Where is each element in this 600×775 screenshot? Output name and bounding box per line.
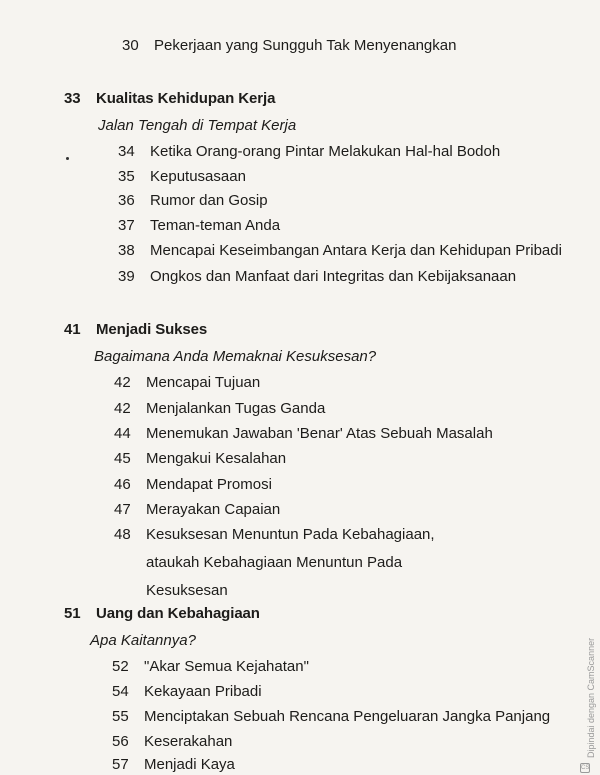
toc-entry [118, 217, 280, 234]
section-title: Kualitas Kehidupan Kerja [96, 90, 276, 107]
toc-entry [112, 658, 309, 675]
entry-title: Mengakui Kesalahan [146, 450, 287, 467]
scanner-watermark: Dipindai dengan CamScanner [586, 637, 596, 758]
entry-page-number: 35 [118, 168, 135, 185]
entry-page-number: 42 [114, 374, 131, 391]
entry-title: Teman-teman Anda [150, 217, 281, 234]
toc-entry [118, 168, 246, 185]
section-page-number: 41 [64, 321, 81, 338]
entry-title: Kesuksesan Menuntun Pada Kebahagiaan, ataukah Kebahagiaan Menuntun Pada Kesuksesan [146, 526, 435, 599]
entry-page-number: 36 [118, 192, 135, 209]
entry-page-number: 37 [118, 217, 135, 234]
toc-entry [114, 521, 446, 605]
section-title: Uang dan Kebahagiaan [96, 605, 260, 622]
toc-entry [118, 242, 562, 259]
entry-page-number: 57 [112, 756, 129, 773]
entry-page-number: 45 [114, 450, 131, 467]
entry-title: "Akar Semua Kejahatan" [144, 658, 309, 675]
entry-page-number: 46 [114, 476, 131, 493]
toc-entry [118, 192, 268, 209]
section-subtitle: Apa Kaitannya? [90, 632, 196, 649]
entry-title: Ketika Orang-orang Pintar Melakukan Hal-hal Bodoh [150, 143, 501, 160]
toc-entry [122, 37, 456, 54]
entry-page-number: 30 [122, 37, 139, 54]
section-heading [64, 321, 207, 338]
toc-entry [114, 476, 272, 493]
entry-title: Kekayaan Pribadi [144, 683, 262, 700]
entry-page-number: 38 [118, 242, 135, 259]
section-page-number: 33 [64, 90, 81, 107]
entry-title: Menjadi Kaya [144, 756, 235, 773]
section-page-number: 51 [64, 605, 81, 622]
entry-title: Keputusasaan [150, 168, 246, 185]
entry-page-number: 52 [112, 658, 129, 675]
entry-page-number: 55 [112, 708, 129, 725]
section-subtitle: Jalan Tengah di Tempat Kerja [98, 117, 297, 134]
entry-page-number: 42 [114, 400, 131, 417]
toc-entry [114, 400, 325, 417]
entry-page-number: 34 [118, 143, 135, 160]
section-heading [64, 90, 275, 107]
toc-entry [114, 374, 260, 391]
entry-title: Mencapai Keseimbangan Antara Kerja dan Kehidupan Pribadi [150, 242, 562, 259]
section-subtitle: Bagaimana Anda Memaknai Kesuksesan? [94, 348, 377, 365]
toc-entry [114, 425, 493, 442]
toc-entry [114, 501, 280, 518]
entry-page-number: 39 [118, 268, 135, 285]
entry-title: Pekerjaan yang Sungguh Tak Menyenangkan [154, 37, 457, 54]
toc-entry [112, 733, 232, 750]
section-heading [64, 605, 260, 622]
toc-entry [114, 450, 286, 467]
entry-page-number: 48 [114, 526, 131, 543]
scan-speck [66, 157, 69, 160]
entry-page-number: 44 [114, 425, 131, 442]
entry-title: Menemukan Jawaban 'Benar' Atas Sebuah Masalah [146, 425, 493, 442]
entry-title: Mendapat Promosi [146, 476, 272, 493]
toc-entry [118, 268, 516, 285]
toc-entry [118, 143, 500, 160]
toc-entry [112, 756, 235, 773]
entry-title: Menciptakan Sebuah Rencana Pengeluaran Jangka Panjang [144, 708, 551, 725]
toc-entry [112, 708, 550, 725]
entry-page-number: 47 [114, 501, 131, 518]
entry-page-number: 56 [112, 733, 129, 750]
toc-entry [112, 683, 262, 700]
entry-page-number: 54 [112, 683, 129, 700]
entry-title: Menjalankan Tugas Ganda [146, 400, 326, 417]
entry-title: Merayakan Capaian [146, 501, 281, 518]
section-title: Menjadi Sukses [96, 321, 208, 338]
entry-title: Rumor dan Gosip [150, 192, 268, 209]
entry-title: Ongkos dan Manfaat dari Integritas dan Kebijaksanaan [150, 268, 517, 285]
entry-title: Mencapai Tujuan [146, 374, 261, 391]
entry-title: Keserakahan [144, 733, 233, 750]
cs-logo-icon: CS [581, 765, 590, 771]
